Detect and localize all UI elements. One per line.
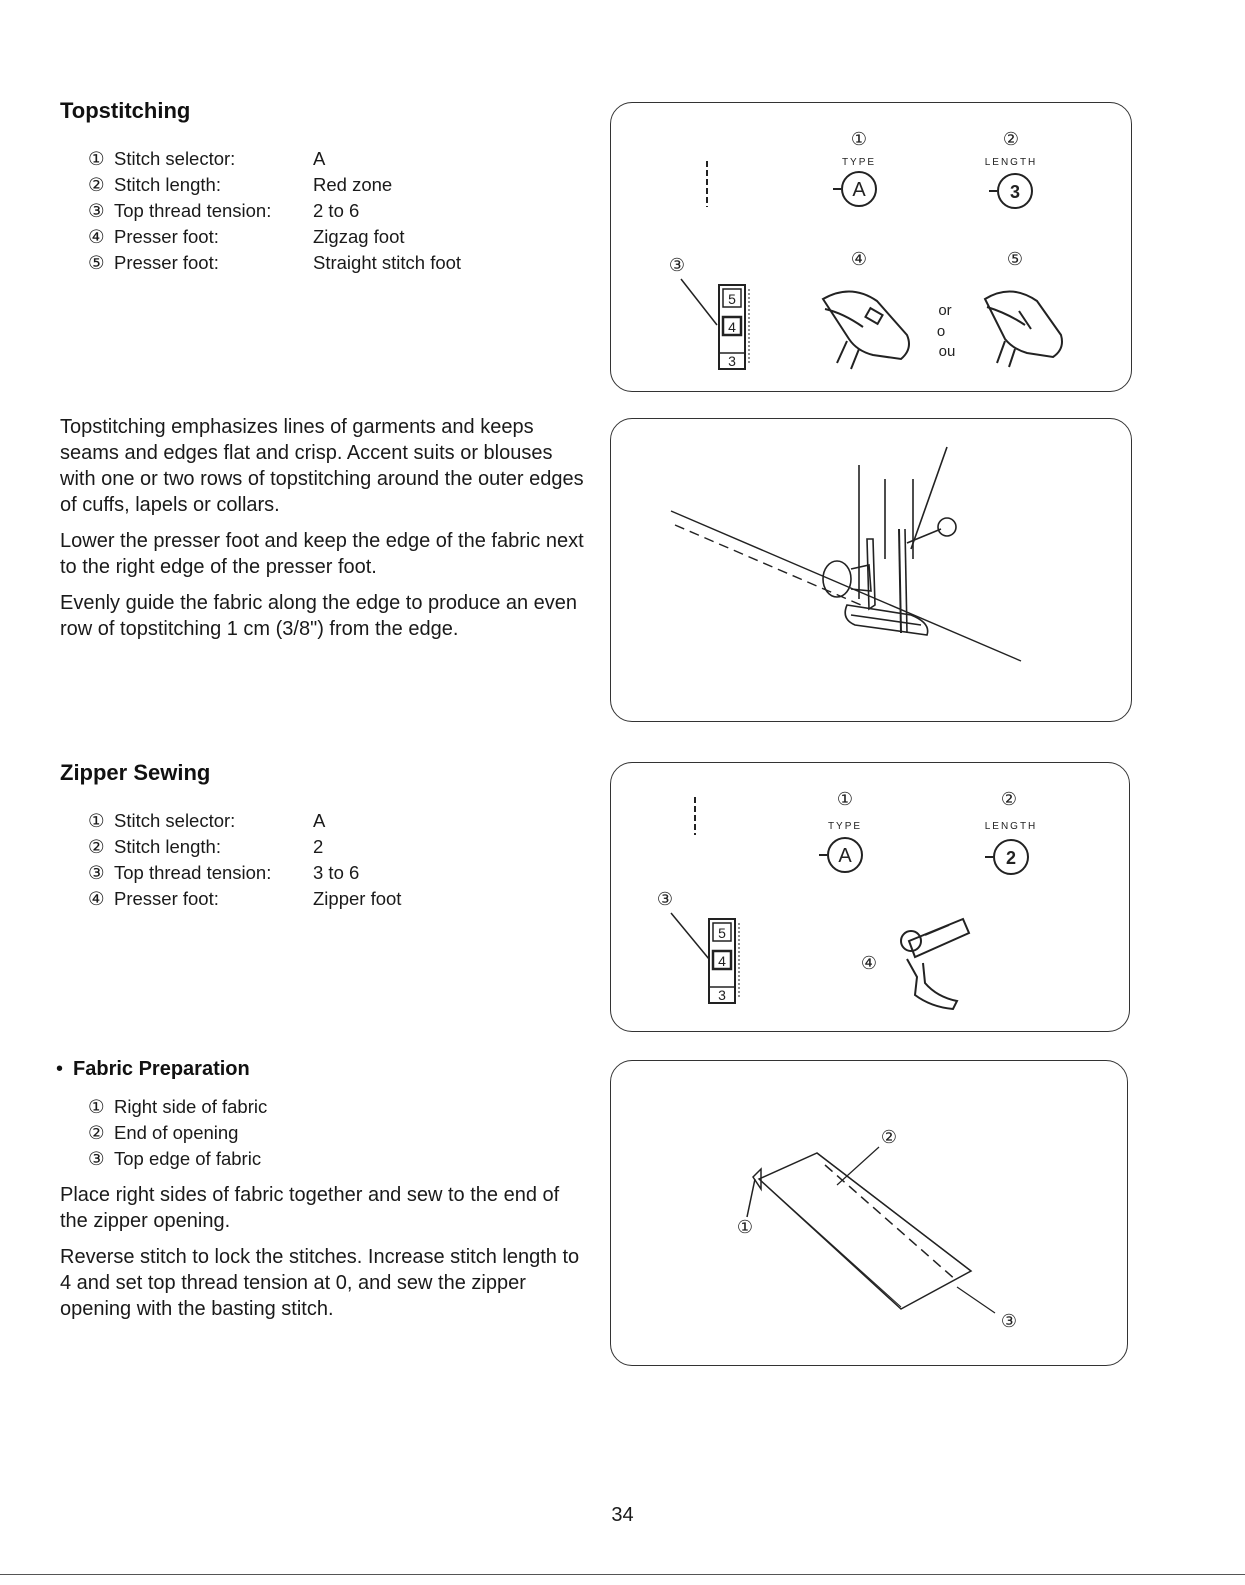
spec-value: A (313, 810, 326, 831)
callout-number: ⑤ (88, 252, 105, 273)
spec-row (88, 886, 402, 912)
or-text: or (938, 302, 952, 319)
callout-1: ① (736, 1217, 754, 1237)
length-label: LENGTH (984, 157, 1038, 168)
zigzag-foot-icon (823, 291, 909, 369)
topstitching-instructions (60, 414, 585, 652)
type-label: TYPE (827, 821, 863, 832)
zipper-sewing-title: Zipper Sewing (60, 760, 211, 785)
tension-tick: 4 (718, 953, 726, 969)
topstitching-spec-list (88, 146, 462, 276)
zipper-settings-panel (610, 762, 1130, 1032)
callout-1: ① (836, 789, 854, 809)
paragraph: Lower the presser foot and keep the edge of the fabric next to the right edge of the presser foot. (60, 530, 584, 578)
list-item (88, 1094, 267, 1120)
settings-illustration (611, 103, 1131, 391)
paragraph: Topstitching emphasizes lines of garments and keeps seams and edges flat and crisp. Accent suits or blouses with one or two rows of topstitching around the outer edges of cuffs, lapels or collars. (60, 416, 584, 516)
length-dial (985, 840, 1028, 874)
tension-tick: 4 (728, 319, 736, 335)
or-text: o (936, 323, 946, 340)
spec-label: Presser foot: (114, 888, 219, 909)
topstitching-illustration-panel (610, 418, 1132, 722)
tension-tick: 5 (728, 291, 736, 307)
zipper-spec-list (88, 808, 402, 912)
callout-number: ③ (88, 862, 105, 883)
paragraph: Place right sides of fabric together and sew to the end of the zipper opening. (60, 1184, 560, 1232)
tension-tick: 3 (718, 987, 726, 1003)
length-value: 3 (1009, 182, 1021, 202)
fabric-prep-list (88, 1094, 267, 1172)
callout-3: ③ (656, 889, 674, 909)
callout-number: ① (88, 1096, 105, 1117)
spec-label: Stitch selector: (114, 810, 236, 831)
spec-label: Top thread tension: (114, 862, 272, 883)
paragraph: Reverse stitch to lock the stitches. Increase stitch length to 4 and set top thread tension at 0, and sew the zipper opening with the basting stitch. (60, 1246, 580, 1320)
type-value: A (838, 845, 852, 867)
spec-label: Presser foot: (114, 252, 219, 273)
length-label: LENGTH (984, 821, 1038, 832)
paragraph: Evenly guide the fabric along the edge to produce an even row of topstitching 1 cm (3/8") from the edge. (60, 592, 578, 640)
spec-row (88, 250, 462, 276)
type-dial (833, 172, 876, 206)
spec-label: Stitch length: (114, 174, 221, 195)
spec-value: Zigzag foot (313, 226, 405, 247)
spec-row (88, 224, 405, 250)
tension-dial (709, 919, 739, 1003)
type-value: A (852, 179, 866, 201)
tension-tick: 3 (728, 353, 736, 369)
spec-value: A (313, 148, 326, 169)
callout-number: ④ (88, 888, 105, 909)
callout-5: ⑤ (1006, 249, 1024, 269)
callout-2: ② (1002, 129, 1020, 149)
callout-3: ③ (1000, 1311, 1018, 1331)
fabric-illustration (611, 1061, 1127, 1365)
spec-label: Stitch selector: (114, 148, 236, 169)
topstitching-settings-panel (610, 102, 1132, 392)
item-label: End of opening (114, 1122, 239, 1143)
spec-label: Presser foot: (114, 226, 219, 247)
spec-value: 2 to 6 (313, 200, 360, 221)
spec-row (88, 198, 360, 224)
spec-row (88, 146, 326, 172)
list-item (88, 1120, 267, 1146)
callout-3: ③ (668, 255, 686, 275)
callout-number: ④ (88, 226, 105, 247)
spec-row (88, 860, 360, 886)
item-label: Right side of fabric (114, 1096, 268, 1117)
callout-4: ④ (850, 249, 868, 269)
item-label: Top edge of fabric (114, 1148, 262, 1169)
straight-stitch-foot-icon (985, 291, 1062, 367)
spec-label: Top thread tension: (114, 200, 272, 221)
spec-row (88, 834, 324, 860)
spec-row (88, 172, 393, 198)
page-number: 34 (611, 1504, 634, 1526)
or-text: ou (938, 343, 956, 360)
length-value: 2 (1005, 848, 1017, 868)
bullet: • (56, 1058, 64, 1080)
fabric-prep-instructions (60, 1182, 585, 1332)
callout-number: ② (88, 174, 105, 195)
callout-number: ② (88, 1122, 105, 1143)
type-dial (819, 838, 862, 872)
topstitching-title: Topstitching (60, 98, 191, 123)
spec-value: 2 (313, 836, 324, 857)
spec-value: 3 to 6 (313, 862, 360, 883)
spec-value: Red zone (313, 174, 393, 195)
spec-value: Straight stitch foot (313, 252, 462, 273)
zipper-foot-icon (901, 919, 969, 1009)
spec-row (88, 808, 326, 834)
callout-number: ③ (88, 200, 105, 221)
callout-2: ② (880, 1127, 898, 1147)
tension-dial (719, 285, 749, 369)
presser-foot-illustration (611, 419, 1131, 721)
callout-2: ② (1000, 789, 1018, 809)
callout-4: ④ (860, 953, 878, 973)
fabric-illustration-panel (610, 1060, 1128, 1366)
tension-tick: 5 (718, 925, 726, 941)
fabric-preparation-heading (56, 1058, 250, 1081)
list-item (88, 1146, 267, 1172)
callout-number: ① (88, 148, 105, 169)
callout-1: ① (850, 129, 868, 149)
fabric-preparation-title: Fabric Preparation (73, 1058, 250, 1080)
page-bottom-rule (0, 1574, 1245, 1575)
spec-label: Stitch length: (114, 836, 221, 857)
zipper-settings-illustration (611, 763, 1129, 1031)
spec-value: Zipper foot (313, 888, 402, 909)
callout-number: ② (88, 836, 105, 857)
type-label: TYPE (841, 157, 877, 168)
length-dial (989, 174, 1032, 208)
callout-number: ① (88, 810, 105, 831)
callout-number: ③ (88, 1148, 105, 1169)
